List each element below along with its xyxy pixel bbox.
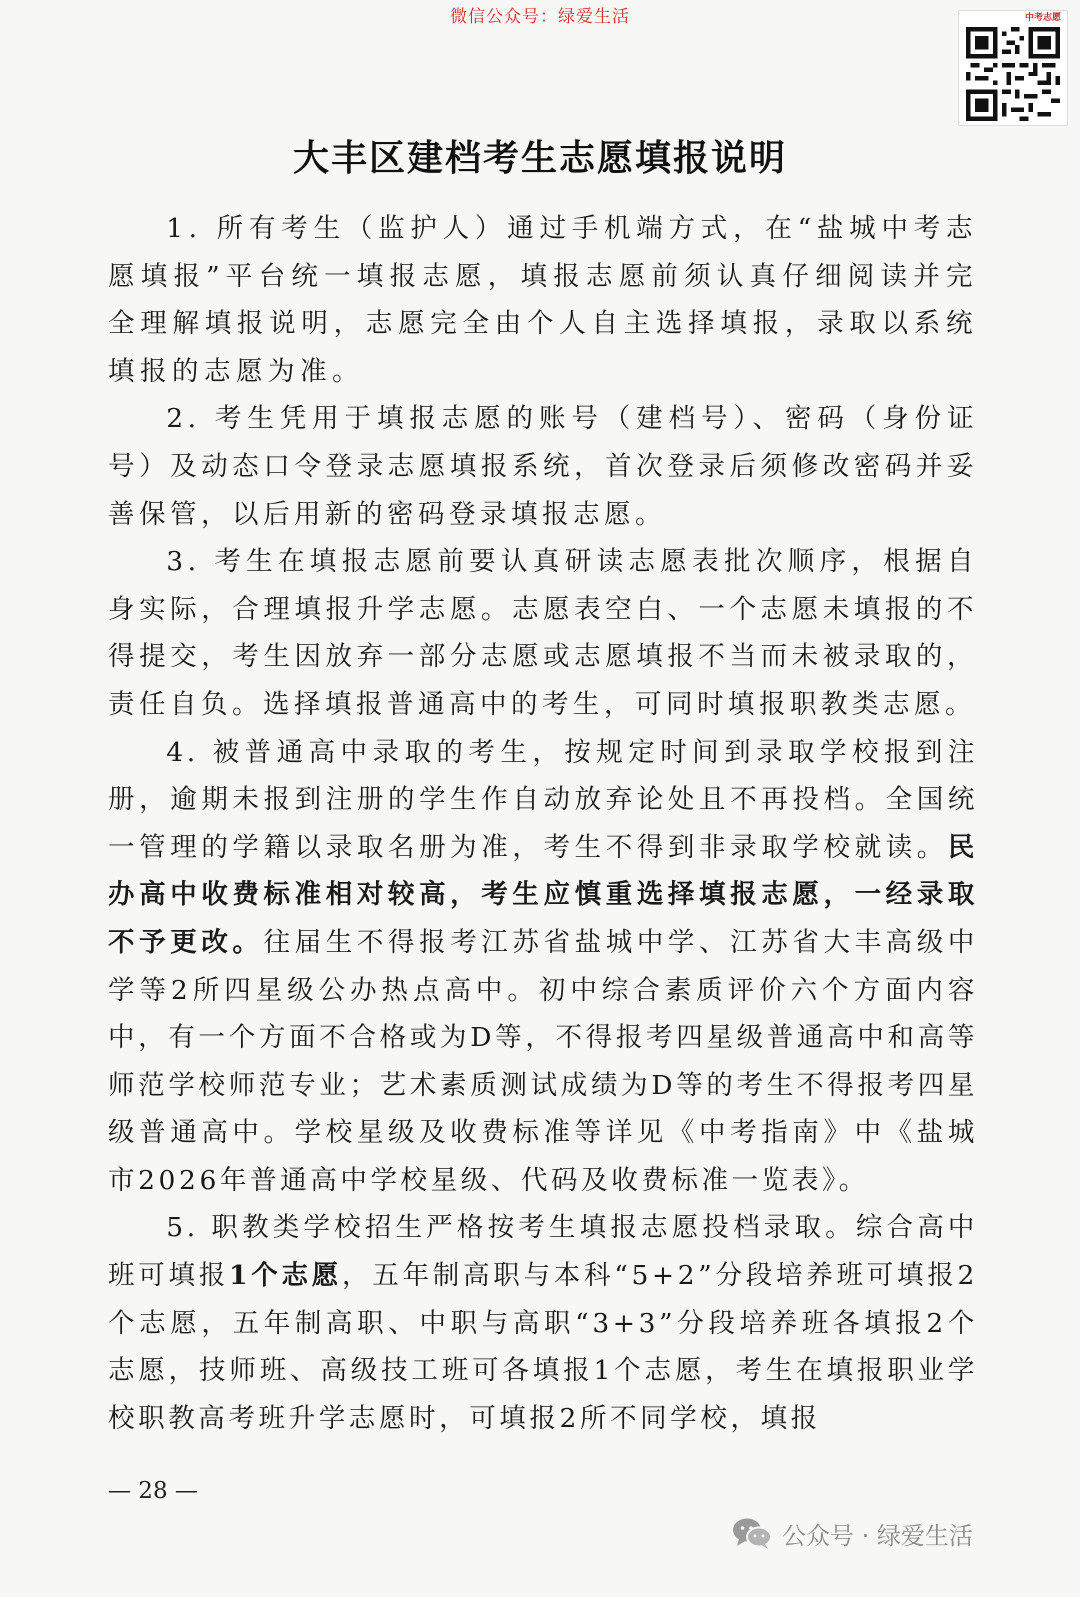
- document-title: 大丰区建档考生志愿填报说明: [292, 138, 787, 179]
- document-body: [108, 205, 978, 1442]
- paragraph-4-bold: 民办高中收费标准相对较高，考生应慎重选择填报志愿，一经录取不予更改。: [108, 831, 978, 958]
- qr-code: [958, 10, 1068, 126]
- qr-label: 中考志愿: [1024, 13, 1061, 23]
- bottom-watermark-text: 公众号 · 绿爱生活: [782, 1521, 973, 1550]
- paragraph-4: [108, 729, 978, 1205]
- qr-code-graphic: [966, 27, 1060, 121]
- paragraph-4-text-a: 4. 被普通高中录取的考生，按规定时间到录取学校报到注册，逾期未报到注册的学生作自动放弃论处且不再投档。全国统一管理的学籍以录取名册为准，考生不得到非录取学校就读。: [108, 736, 978, 863]
- bottom-watermark: [732, 1515, 973, 1551]
- page-number: — 28 —: [108, 1478, 198, 1504]
- paragraph-5: [108, 1204, 978, 1442]
- top-watermark: 微信公众号：绿爱生活: [450, 7, 630, 27]
- wechat-icon: [732, 1516, 772, 1550]
- paragraph-5-text-b: ，五年制高职与本科“5+2”分段培养班可填报2个志愿，五年制高职、中职与高职“3+3”分段培养班各填报2个志愿，技师班、高级技工班可各填报1个志愿，考生在填报职业学校职教高考班升学志愿时，可填报2所不同学校，填报: [108, 1260, 978, 1434]
- paragraph-1: 1. 所有考生（监护人）通过手机端方式，在“盐城中考志愿填报”平台统一填报志愿，填报志愿前须认真仔细阅读并完全理解填报说明，志愿完全由个人自主选择填报，录取以系统填报的志愿为准。: [108, 213, 978, 387]
- paragraph-5-text-a: 5. 职教类学校招生严格按考生填报志愿投档录取。综合高中班可填报: [108, 1212, 978, 1292]
- paragraph-3: 3. 考生在填报志愿前要认真研读志愿表批次顺序，根据自身实际，合理填报升学志愿。志愿表空白、一个志愿未填报的不得提交，考生因放弃一部分志愿或志愿填报不当而未被录取的，责任自负。选择填报普通高中的考生，可同时填报职教类志愿。: [108, 546, 978, 720]
- paragraph-5-bold: 1个志愿: [229, 1260, 342, 1292]
- paragraph-4-text-b: 往届生不得报考江苏省盐城中学、江苏省大丰高级中学等2所四星级公办热点高中。初中综合素质评价六个方面内容中，有一个方面不合格或为D等，不得报考四星级普通高中和高等师范学校师范专业；艺术素质测试成绩为D等的考生不得报考四星级普通高中。学校星级及收费标准等详见《中考指南》中《盐城市2026年普通高中学校星级、代码及收费标准一览表》。: [108, 926, 978, 1196]
- paragraph-2: 2. 考生凭用于填报志愿的账号（建档号）、密码（身份证号）及动态口令登录志愿填报系统，首次登录后须修改密码并妥善保管，以后用新的密码登录填报志愿。: [108, 403, 978, 530]
